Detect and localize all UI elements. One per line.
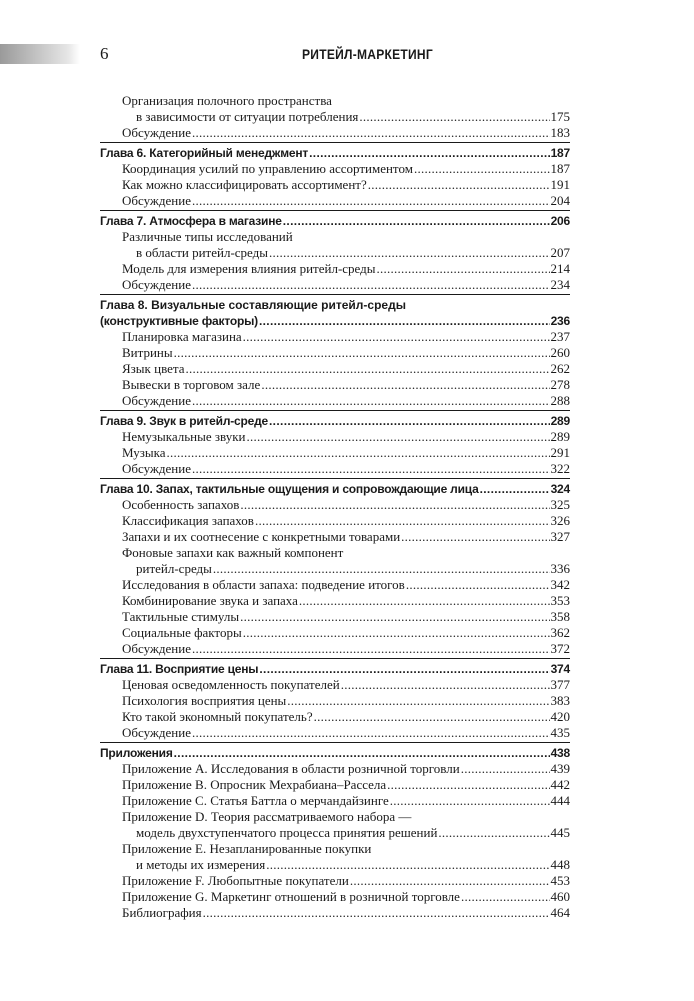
- toc-entry[interactable]: Социальные факторы . . . 362: [100, 625, 570, 641]
- toc-chapter-7: [100, 210, 570, 293]
- toc-entry[interactable]: Модель для измерения влияния ритейл-среды . . . 214: [100, 261, 570, 277]
- toc-entry[interactable]: Особенность запахов . . . 325: [100, 497, 570, 513]
- toc-entry[interactable]: Исследования в области запаха: подведение итогов . . . 342: [100, 577, 570, 593]
- toc-entry[interactable]: Приложение A. Исследования в области розничной торговли . . . 439: [100, 761, 570, 777]
- toc-entry[interactable]: Обсуждение . . . 288: [100, 393, 570, 409]
- chapter-heading[interactable]: Глава 6. Категорийный менеджмент . . . 187: [100, 145, 570, 161]
- toc-entry[interactable]: Приложение B. Опросник Мехрабиана–Рассела . . . 442: [100, 777, 570, 793]
- chapter-heading[interactable]: (конструктивные факторы) . . . 236: [100, 313, 570, 329]
- toc-entry[interactable]: Кто такой экономный покупатель? . . . 420: [100, 709, 570, 725]
- toc-entry[interactable]: Планировка магазина . . . 237: [100, 329, 570, 345]
- running-title: РИТЕЙЛ-МАРКЕТИНГ: [302, 46, 433, 62]
- toc-entry[interactable]: Комбинирование звука и запаха . . . 353: [100, 593, 570, 609]
- chapter-heading-line1: Глава 8. Визуальные составляющие ритейл-среды: [100, 298, 406, 312]
- toc-chapter-6: [100, 142, 570, 209]
- toc-entry[interactable]: Тактильные стимулы . . . 358: [100, 609, 570, 625]
- chapter-heading[interactable]: Приложения . . . 438: [100, 745, 570, 761]
- toc-entry[interactable]: Музыка . . . 291: [100, 445, 570, 461]
- chapter-heading[interactable]: Глава 7. Атмосфера в магазине . . . 206: [100, 213, 570, 229]
- toc-chapter-11: [100, 658, 570, 741]
- toc-entry[interactable]: ритейл-среды . . . 336: [100, 561, 570, 577]
- toc-entry[interactable]: Координация усилий по управлению ассортиментом . . . 187: [100, 161, 570, 177]
- toc-entry[interactable]: в зависимости от ситуации потребления . . . 175: [100, 109, 570, 125]
- toc-entry-line1: Фоновые запахи как важный компонент: [122, 545, 344, 560]
- toc-entry[interactable]: Классификация запахов . . . 326: [100, 513, 570, 529]
- toc-entry[interactable]: Обсуждение . . . 183: [100, 125, 570, 141]
- toc-entry[interactable]: и методы их измерения . . . 448: [100, 857, 570, 873]
- toc-entry[interactable]: Как можно классифицировать ассортимент? . . . 191: [100, 177, 570, 193]
- toc-entry-line1: Приложение D. Теория рассматриваемого набора —: [122, 809, 412, 824]
- toc-entry[interactable]: Приложение G. Маркетинг отношений в розничной торговле . . . 460: [100, 889, 570, 905]
- toc-entry[interactable]: Немузыкальные звуки . . . 289: [100, 429, 570, 445]
- toc-top-section: [100, 91, 570, 141]
- toc-entry-line1: Различные типы исследований: [122, 229, 293, 244]
- chapter-heading[interactable]: Глава 9. Звук в ритейл-среде . . . 289: [100, 413, 570, 429]
- toc-entry[interactable]: Приложение C. Статья Баттла о мерчандайзинге . . . 444: [100, 793, 570, 809]
- toc-entry[interactable]: Обсуждение . . . 372: [100, 641, 570, 657]
- toc-entry[interactable]: Обсуждение . . . 204: [100, 193, 570, 209]
- toc-entry[interactable]: Библиография . . . 464: [100, 905, 570, 921]
- toc-entry[interactable]: Приложение F. Любопытные покупатели . . . 453: [100, 873, 570, 889]
- toc-entry[interactable]: в области ритейл-среды . . . 207: [100, 245, 570, 261]
- toc-entry[interactable]: Запахи и их соотнесение с конкретными товарами . . . 327: [100, 529, 570, 545]
- toc-appendices: [100, 742, 570, 921]
- toc-entry[interactable]: Психология восприятия цены . . . 383: [100, 693, 570, 709]
- table-of-contents: [100, 90, 570, 921]
- chapter-heading[interactable]: Глава 10. Запах, тактильные ощущения и сопровождающие лица . . . 324: [100, 481, 570, 497]
- toc-entry[interactable]: Обсуждение . . . 234: [100, 277, 570, 293]
- toc-entry[interactable]: Язык цвета . . . 262: [100, 361, 570, 377]
- header-shade-bar: [0, 44, 80, 64]
- toc-entry[interactable]: Витрины . . . 260: [100, 345, 570, 361]
- toc-entry[interactable]: Вывески в торговом зале . . . 278: [100, 377, 570, 393]
- toc-entry-line1: Приложение E. Незапланированные покупки: [122, 841, 372, 856]
- toc-entry-line1: Организация полочного пространства: [122, 93, 332, 108]
- toc-chapter-8: [100, 294, 570, 409]
- page-number: 6: [100, 44, 109, 63]
- toc-entry[interactable]: Обсуждение . . . 435: [100, 725, 570, 741]
- toc-entry[interactable]: модель двухступенчатого процесса принятия решений . . . 445: [100, 825, 570, 841]
- toc-entry[interactable]: Обсуждение . . . 322: [100, 461, 570, 477]
- toc-chapter-9: [100, 410, 570, 477]
- toc-chapter-10: [100, 478, 570, 657]
- toc-entry[interactable]: Ценовая осведомленность покупателей . . . 377: [100, 677, 570, 693]
- chapter-heading[interactable]: Глава 11. Восприятие цены . . . 374: [100, 661, 570, 677]
